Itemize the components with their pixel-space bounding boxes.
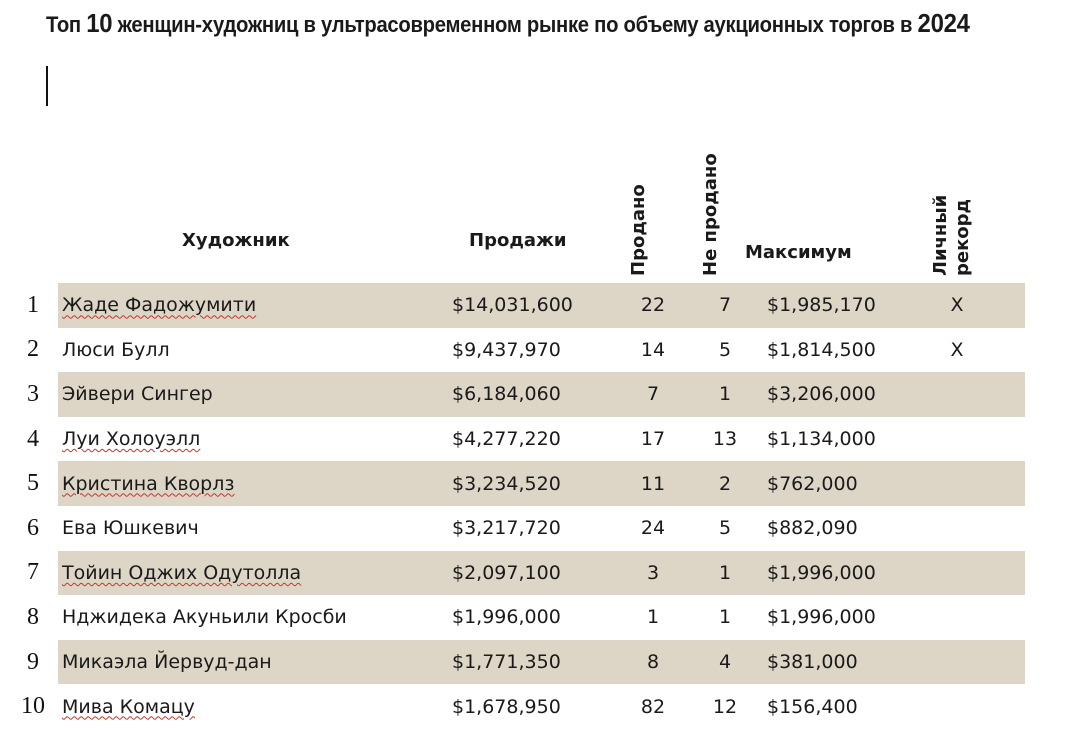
sales-value: $9,437,970 — [452, 338, 561, 361]
max-price: $156,400 — [767, 695, 858, 718]
sales-value: $1,678,950 — [452, 695, 561, 718]
artist-name-text: Кристина Кворлз — [62, 472, 235, 495]
artist-name: Ева Юшкевич — [62, 517, 199, 540]
header-record-line2: рекорд — [952, 198, 973, 276]
max-price: $1,985,170 — [761, 283, 917, 328]
sales-value: $4,277,220 — [452, 428, 561, 451]
unsold-count: 4 — [689, 640, 761, 685]
unsold-count: 1 — [689, 551, 761, 596]
artists-table — [18, 283, 1025, 729]
max-price: $1,996,000 — [767, 606, 876, 629]
sold-count: 3 — [617, 551, 689, 596]
sold-count: 7 — [617, 372, 689, 417]
table-row — [18, 461, 1025, 506]
artist-name: Микаэла Йервуд-дан — [58, 640, 452, 685]
sales-value: $3,234,520 — [452, 461, 617, 506]
sales-value: $1,771,350 — [452, 640, 617, 685]
max-price: $762,000 — [761, 461, 917, 506]
row-gap — [48, 328, 58, 373]
rank-cell: 1 — [27, 291, 39, 318]
sales-value: $1,996,000 — [452, 606, 561, 629]
personal-record-mark — [917, 640, 1025, 685]
max-price: $1,996,000 — [761, 551, 917, 596]
table-row — [18, 417, 1025, 462]
sold-count: 24 — [640, 517, 666, 540]
personal-record-mark — [917, 417, 1025, 462]
unsold-count: 7 — [689, 283, 761, 328]
row-gap — [48, 640, 58, 685]
table-row — [18, 640, 1025, 685]
rank-cell: 2 — [27, 336, 39, 363]
sales-value: $14,031,600 — [452, 283, 617, 328]
artist-name-text: Мива Комацу — [62, 695, 195, 718]
title-middle: женщин-художниц в ультрасовременном рынке по объему аукционных торгов в — [117, 12, 913, 37]
row-gap — [48, 461, 58, 506]
header-unsold: Не продано — [700, 153, 721, 276]
personal-record-mark — [917, 595, 1025, 640]
artist-name — [58, 461, 452, 506]
personal-record-mark — [917, 551, 1025, 596]
unsold-count: 1 — [718, 606, 732, 629]
unsold-count: 1 — [689, 372, 761, 417]
sold-count: 82 — [640, 695, 666, 718]
artist-name-text: Жаде Фадожумити — [62, 294, 257, 317]
sold-count: 22 — [617, 283, 689, 328]
row-gap — [48, 684, 58, 729]
rank-cell: 3 — [27, 380, 39, 407]
max-price: $1,814,500 — [767, 338, 876, 361]
rank-cell: 10 — [21, 693, 45, 720]
header-sold: Продано — [628, 184, 649, 276]
row-gap — [48, 417, 58, 462]
row-gap — [48, 551, 58, 596]
header-record-line1: Личный — [930, 194, 951, 276]
row-gap — [48, 595, 58, 640]
table-row — [18, 328, 1025, 373]
personal-record-mark: X — [950, 338, 964, 361]
table-row — [18, 506, 1025, 551]
unsold-count: 13 — [712, 428, 738, 451]
personal-record-mark: X — [917, 283, 1025, 328]
sales-value: $2,097,100 — [452, 551, 617, 596]
unsold-count: 5 — [718, 338, 732, 361]
text-cursor — [46, 66, 48, 106]
artist-name: Люси Булл — [62, 338, 170, 361]
header-record — [930, 192, 974, 276]
row-gap — [48, 283, 58, 328]
rank-cell: 5 — [27, 470, 39, 497]
artist-name: Эйвери Сингер — [58, 372, 452, 417]
sold-count: 8 — [617, 640, 689, 685]
max-price: $381,000 — [761, 640, 917, 685]
artist-name-text: Тойин Оджих Одутолла — [62, 561, 302, 584]
table-row — [18, 684, 1025, 729]
personal-record-mark — [917, 684, 1025, 729]
page-title — [46, 8, 994, 39]
artist-name-text: Луи Холоуэлл — [62, 428, 201, 451]
unsold-count: 2 — [689, 461, 761, 506]
row-gap — [48, 506, 58, 551]
table-row — [18, 283, 1025, 328]
sold-count: 14 — [640, 338, 666, 361]
header-sales: Продажи — [469, 230, 567, 251]
sold-count: 11 — [617, 461, 689, 506]
title-prefix: Топ — [46, 12, 81, 37]
rank-cell: 8 — [27, 603, 39, 630]
sales-value: $6,184,060 — [452, 372, 617, 417]
max-price: $3,206,000 — [761, 372, 917, 417]
artist-name — [58, 417, 452, 462]
title-number: 10 — [86, 8, 113, 38]
title-year: 2024 — [917, 8, 970, 38]
rank-cell: 9 — [27, 648, 39, 675]
sold-count: 17 — [640, 428, 666, 451]
max-price: $1,134,000 — [767, 428, 876, 451]
unsold-count: 12 — [712, 695, 738, 718]
rank-cell: 6 — [27, 514, 39, 541]
table-row — [18, 551, 1025, 596]
max-price: $882,090 — [767, 517, 858, 540]
sales-value: $3,217,720 — [452, 517, 561, 540]
artist-name — [58, 551, 452, 596]
artist-name — [58, 684, 452, 729]
table-row — [18, 595, 1025, 640]
table-row — [18, 372, 1025, 417]
row-gap — [48, 372, 58, 417]
artist-name — [58, 283, 452, 328]
rank-cell: 7 — [27, 559, 39, 586]
unsold-count: 5 — [718, 517, 732, 540]
personal-record-mark — [917, 461, 1025, 506]
sold-count: 1 — [646, 606, 660, 629]
header-artist: Художник — [182, 230, 290, 251]
personal-record-mark — [917, 506, 1025, 551]
rank-cell: 4 — [27, 425, 39, 452]
personal-record-mark — [917, 372, 1025, 417]
header-max: Максимум — [745, 242, 852, 263]
artist-name: Нджидека Акуньили Кросби — [62, 606, 347, 629]
